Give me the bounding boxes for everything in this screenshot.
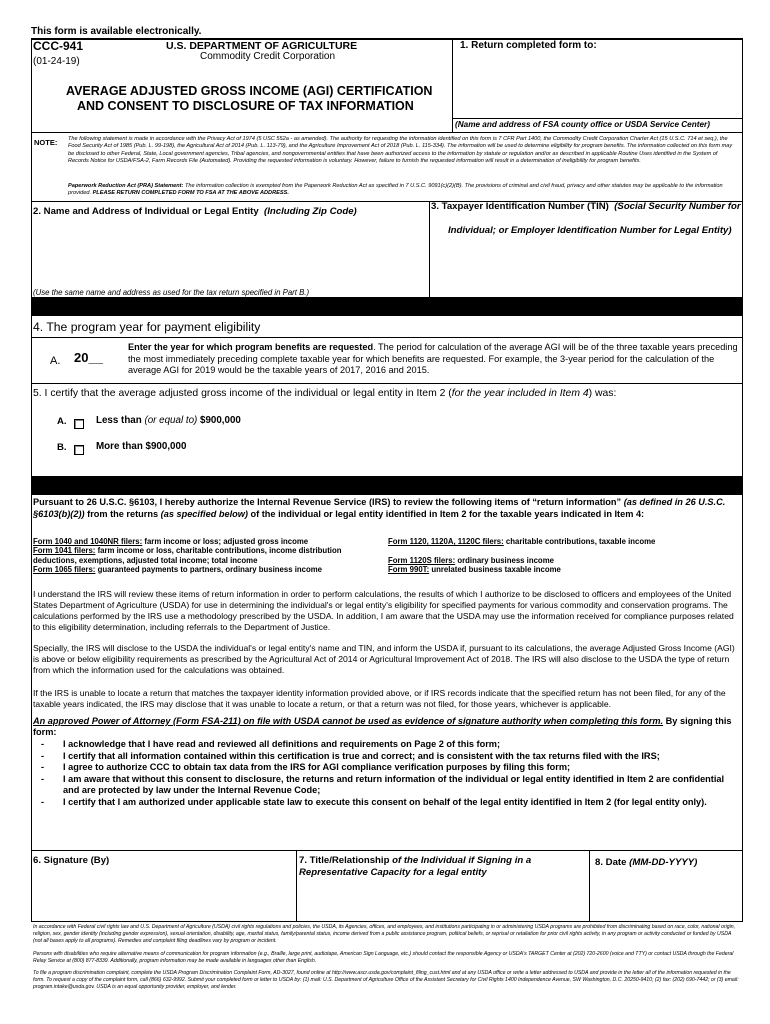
item5-heading-italic: for the year included in Item 4 (451, 388, 589, 399)
title-label-italic: of the Individual if Signing in a Representative Capacity for a legal entity (299, 855, 532, 878)
date-label-italic: (MM-DD-YYYY) (626, 857, 698, 868)
civil-rights-statement: In accordance with Federal civil rights law and U.S. Department of Agriculture (USDA) civil rights regulations and policies, the USDA, its Agencies, offices, and employees, and institutions participating in or administering USDA programs are prohibited from discriminating based on race, color, national origin, religion, sex, gender identity (including gender expression), sexual orientation, disability, age, marital status, family/parental status, income derived from a public assistance program, political beliefs, or reprisal or retaliation for prior civil rights activity, in any program or activity conducted or funded by USDA (not all bases apply to all programs). Remedies and complaint filing deadlines vary by program or incident. (33, 924, 736, 944)
poa-by-signing: By signing this form: (33, 716, 732, 738)
availability-note: This form is available electronically. (31, 26, 202, 37)
title-relationship-label (299, 855, 579, 878)
agi-less-than-checkbox[interactable] (74, 415, 84, 433)
item4-a-label: A. (50, 355, 61, 367)
certification-item: - I certify that I am authorized under applicable state law to execute this consent on behalf of the legal entity identified in Item 2 (for legal entity only). (41, 796, 707, 807)
pursuant-part2: from the returns (84, 508, 159, 519)
form-990t-line (388, 565, 738, 574)
item4-description-text: . The period for calculation of the average AGI will be of the three taxable years preceding the most immediately preceding complete taxable year for which benefits are requested. For example, the 3-year period for the calculation of the average AGI for 2019 would be the taxable years of 2017, 2016 and 2015. (128, 342, 738, 375)
program-year-field[interactable]: 20__ (74, 350, 103, 365)
item4-description (128, 342, 738, 377)
form-1040-items: farm income or loss; adjusted gross income (142, 537, 309, 546)
section-divider-bar (31, 297, 743, 316)
item5-heading-text: 5. I certify that the average adjusted gross income of the individual or legal entity in Item 2 ( (33, 388, 452, 399)
form-number: CCC-941 (33, 39, 84, 53)
form-1065-label: Form 1065 filers: (33, 565, 96, 575)
form-1120s-line (388, 556, 738, 565)
date-field[interactable] (593, 872, 739, 920)
power-of-attorney-note (33, 716, 739, 739)
irs-review-paragraph: I understand the IRS will review these items of return information in order to perform calculations, the results of which I authorize to be disclosed to officers and employees of the United States Department of Agriculture (USDA) for use in determining the individual's or legal entity's eligibility for specified payments for various commodity and conservation programs. The calculations performed by the IRS use a methodology prescribed by the USDA. In addition, I am aware that the USDA may use the information received for compliance purposes related to this eligibility determination, including referrals to the Department of Justice. (33, 589, 734, 632)
accessibility-statement: Persons with disabilities who require alternative means of communication for program information (e.g., Braille, large print, audiotape, American Sign Language, etc.) should contact the responsible Agency or USDA's TARGET Center at (202) 720-2600 (voice and TTY) or contact USDA through the Federal Relay Service at (800) 877-8339. Additionally, program information may be made available in languages other than English. (33, 951, 734, 964)
form-1065-items: guaranteed payments to partners, ordinary business income (95, 565, 323, 575)
item5-b-label: B. (57, 442, 67, 453)
signature-field[interactable] (33, 868, 293, 920)
pursuant-part2-italic: (as specified below) (158, 508, 248, 519)
certification-text: I certify that I am authorized under applicable state law to execute this consent on behalf of the legal entity identified in Item 2 (for legal entity only). (63, 796, 707, 807)
item5-heading-end: ) was: (588, 388, 617, 399)
item3-label-line2: Individual; or Employer Identification Number for Legal Entity) (448, 225, 732, 236)
item4-heading: 4. The program year for payment eligibility (33, 320, 261, 334)
signature-label: 6. Signature (By) (33, 855, 110, 866)
item2-name-address-field[interactable] (33, 220, 427, 290)
item5-a-label: A. (57, 416, 67, 427)
sub-agency-name: Commodity Credit Corporation (200, 51, 336, 62)
pra-return-instruction: PLEASE RETURN COMPLETED FORM TO FSA AT THE ABOVE ADDRESS. (92, 190, 289, 197)
item3-label-text: 3. Taxpayer Identification Number (TIN) (431, 201, 609, 212)
certification-text: I agree to authorize CCC to obtain tax data from the IRS for AGI compliance verification purposes by filing this form; (63, 762, 571, 773)
certification-item: - I am aware that without this consent to disclosure, the returns and return information of the individual or legal entity identified in Item 2 are confidential and are protected by law under the Internal Revenue Code; (41, 773, 725, 796)
certification-item: - I acknowledge that I have read and reviewed all definitions and requirements on Page 2 of this form; (41, 739, 501, 749)
return-form-label: 1. Return completed form to: (460, 40, 597, 51)
form-1040-line (33, 537, 373, 546)
form-title-line1: AVERAGE ADJUSTED GROSS INCOME (AGI) CERTIFICATION (66, 84, 433, 98)
certification-item: - I agree to authorize CCC to obtain tax data from the IRS for AGI compliance verification purposes by filing this form; (41, 762, 571, 773)
irs-disclosure-paragraph: Specially, the IRS will disclose to the USDA the individual's or legal entity's name and TIN, and inform the USDA if, pursuant to its calculations, the average Adjusted Gross Income (AGI) is above or below eligibility requirements as prescribed by the Agricultural Act of 2014 or Agricultural Improvement Act of 2018. The IRS will also disclose to the USDA the type of return from which the information used for the calculations was obtained. (33, 643, 735, 675)
form-1041-items: farm income or loss, charitable contributions, income distribution deductions, exemptions, adjusted total income; total income (33, 546, 342, 565)
form-date: (01-24-19) (33, 56, 80, 67)
return-address-sublabel: (Name and address of FSA county office or USDA Service Center) (455, 120, 710, 129)
form-1120-label: Form 1120, 1120A, 1120C filers: (388, 537, 504, 546)
item5-a-text (96, 415, 241, 426)
pra-statement (68, 183, 736, 198)
form-1120s-items: ordinary business income (455, 555, 554, 565)
date-label (595, 857, 697, 868)
pursuant-part1: Pursuant to 26 U.S.C. §6103, I hereby authorize the Internal Revenue Service (IRS) to review the following items of “return information” (33, 497, 622, 507)
item2-label-italic: (Including Zip Code) (264, 206, 357, 217)
form-types-left (33, 537, 373, 575)
irs-unable-paragraph: If the IRS is unable to locate a return that matches the taxpayer identity information provided above, or if IRS records indicate that the specified return has not been filed, for any of the taxable years indicated, the IRS may disclose that it was unable to locate a return, or that a return was not filed, for those years, whichever is applicable. (33, 688, 726, 709)
item3-tin-field[interactable] (431, 240, 741, 294)
form-990t-label: Form 990T: (388, 565, 430, 575)
form-1120-items: charitable contributions, taxable income (503, 537, 656, 546)
form-1041-line (33, 546, 373, 565)
item5-b-text: More than $900,000 (96, 441, 187, 452)
note-label: NOTE: (34, 138, 58, 147)
certification-text: I certify that all information contained within this certification is true and correct; and is consistent with the tax returns filed with the IRS; (63, 750, 660, 761)
section-divider-bar-2 (31, 476, 743, 495)
form-1040-label: Form 1040 and 1040NR filers: (33, 537, 143, 546)
privacy-note: The following statement is made in accordance with the Privacy Act of 1974 (5 USC 552a - as amended). The authority for requesting the information identified on this form is 7 CFR Part 1400, the Commodity Credit Corporation Charter Act (15 U.S.C. 714 et seq.), the Food Security Act of 1985 (Pub. L. 99-198), the Agricultural Act of 2014 (Pub. L. 113-79), and the Agriculture Improvement Act of 2018 (Pub. L. 115-334). The information will be used to determine eligibility for program benefits. The information collected on this form may be disclosed to other Federal, State, Local government agencies, Tribal agencies, and nongovernmental entities that have been authorized access to the information by statute or regulation and/or as described in applicable Routine Uses identified in the System of Records Notice for USDA/FSA-2, Farm Records File (Automated). Providing the requested information is voluntary. However, failure to furnish the requested information will result in a determination of ineligibility for program benefits. (68, 136, 733, 165)
item5-a-text-end: $900,000 (200, 415, 241, 426)
form-1065-line (33, 565, 373, 574)
certification-item: - I certify that all information contained within this certification is true and correct; and is consistent with the tax returns filed with the IRS; (41, 750, 660, 761)
item5-a-text-bold: Less than (96, 415, 142, 426)
pursuant-part3: of the individual or legal entity identified in Item 2 for the taxable years indicated in Item 4: (247, 508, 645, 519)
item5-a-text-italic: (or equal to) (141, 415, 200, 426)
agency-name: U.S. DEPARTMENT OF AGRICULTURE (166, 40, 358, 52)
form-title-line2: AND CONSENT TO DISCLOSURE OF TAX INFORMATION (77, 99, 414, 113)
title-label-text: 7. Title/Relationship (299, 855, 390, 866)
pursuant-part1-italic: (as defined in 26 U.S.C. §6103(b)(2)) (33, 497, 726, 519)
pra-text: The information collection is exempted from the Paperwork Reduction Act as specified in 7 U.S.C. 9091(c)(2)(B). The provisions of criminal and civil fraud, privacy and other statutes may be applicable to the information provided. (68, 183, 723, 197)
item3-label-italic: (Social Security Number for (614, 201, 741, 212)
form-990t-items: unrelated business taxable income (429, 565, 561, 575)
agi-more-than-checkbox[interactable] (74, 441, 84, 459)
item3-label-line1 (431, 201, 741, 212)
certification-text: I acknowledge that I have read and reviewed all definitions and requirements on Page 2 of this form; (63, 739, 501, 749)
item2-note: (Use the same name and address as used for the tax return specified in Part B.) (33, 288, 310, 297)
complaint-statement: To file a program discrimination complaint, complete the USDA Program Discrimination Complaint Form, AD-3027, found online at http://www.ascr.usda.gov/complaint_filing_cust.html and at any USDA office or write a letter addressed to USDA and provide in the letter all of the information requested in the form. To request a copy of the complaint form, call (866) 632-9992. Submit your completed form or letter to USDA by: (1) mail: U.S. Department of Agriculture Office of the Assistant Secretary for Civil Rights 1400 Independence Avenue, SW Washington, D.C. 20250-9410; (2) fax: (202) 690-7442; or (3) email: program.intake@usda.gov. USDA is an equal opportunity provider, employer, and lender. (33, 970, 739, 990)
certification-list (33, 739, 739, 809)
title-relationship-field[interactable] (299, 880, 585, 920)
form-1120-line (388, 537, 738, 546)
certification-text: I am aware that without this consent to disclosure, the returns and return information of the individual or legal entity identified in Item 2 are confidential and are protected by law under the Internal Revenue Code; (63, 773, 725, 796)
form-1120s-label: Form 1120S filers: (388, 555, 456, 565)
date-label-text: 8. Date (595, 857, 627, 868)
item2-label (33, 206, 357, 217)
poa-italic: An approved Power of Attorney (Form FSA-211) on file with USDA cannot be used as evidence of signature authority when completing this form. (33, 716, 664, 726)
item2-label-text: 2. Name and Address of Individual or Legal Entity (33, 206, 259, 217)
item4-description-bold: Enter the year for which program benefits are requested (128, 342, 374, 352)
irs-authorization-statement (33, 497, 739, 520)
form-types-right (388, 537, 738, 575)
pra-label: Paperwork Reduction Act (PRA) Statement: (68, 183, 184, 189)
form-1041-label: Form 1041 filers: (33, 546, 96, 556)
item5-heading (33, 388, 616, 399)
